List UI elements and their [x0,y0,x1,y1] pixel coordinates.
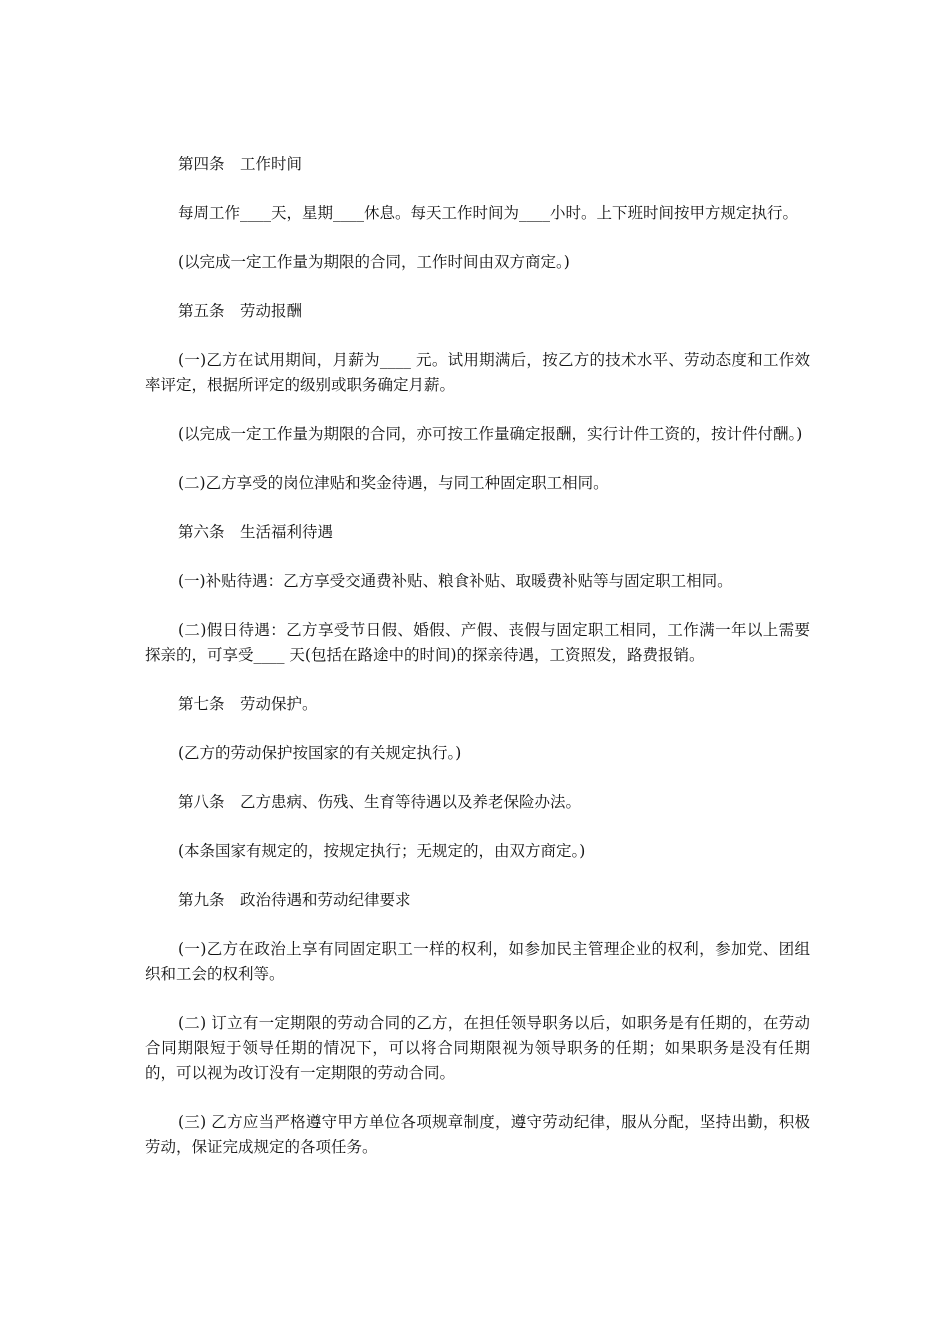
article-9-item-3: (三) 乙方应当严格遵守甲方单位各项规章制度，遵守劳动纪律，服从分配，坚持出勤，积极劳动，保证完成规定的各项任务。 [145,1113,810,1156]
article-5-item-2: (二)乙方享受的岗位津贴和奖金待遇，与同工种固定职工相同。 [178,474,609,492]
article-9-heading: 第九条 政治待遇和劳动纪律要求 [178,891,411,909]
article-9-item-1: (一)乙方在政治上享有同固定职工一样的权利，如参加民主管理企业的权利，参加党、团组织和工会的权利等。 [145,940,810,983]
article-6-item-1: (一)补贴待遇：乙方享受交通费补贴、粮食补贴、取暖费补贴等与固定职工相同。 [178,572,733,590]
article-4-heading: 第四条 工作时间 [178,155,303,173]
article-4-note: (以完成一定工作量为期限的合同，工作时间由双方商定。) [178,253,570,271]
article-8-note: (本条国家有规定的，按规定执行；无规定的，由双方商定。) [178,842,586,860]
article-5-note: (以完成一定工作量为期限的合同，亦可按工作量确定报酬，实行计件工资的，按计件付酬。) [178,425,803,443]
article-4-working-days: 每周工作____天，星期____休息。每天工作时间为____小时。上下班时间按甲方规定执行。 [178,204,799,222]
article-5-heading: 第五条 劳动报酬 [178,302,303,320]
article-7-note: (乙方的劳动保护按国家的有关规定执行。) [178,744,462,762]
article-6-heading: 第六条 生活福利待遇 [178,523,334,541]
article-5-item-1: (一)乙方在试用期间，月薪为____ 元。试用期满后，按乙方的技术水平、劳动态度和工作效率评定，根据所评定的级别或职务确定月薪。 [145,351,810,394]
article-8-heading: 第八条 乙方患病、伤残、生育等待遇以及养老保险办法。 [178,793,582,811]
article-9-item-2: (二) 订立有一定期限的劳动合同的乙方，在担任领导职务以后，如职务是有任期的，在劳动合同期限短于领导任期的情况下，可以将合同期限视为领导职务的任期；如果职务是没有任期的，可以视为改订没有一定期限的劳动合同。 [145,1014,810,1082]
article-7-heading: 第七条 劳动保护。 [178,695,318,713]
document-page [145,152,810,1184]
article-6-item-2: (二)假日待遇：乙方享受节日假、婚假、产假、丧假与固定职工相同，工作满一年以上需要探亲的，可享受____ 天(包括在路途中的时间)的探亲待遇，工资照发，路费报销。 [145,621,810,664]
